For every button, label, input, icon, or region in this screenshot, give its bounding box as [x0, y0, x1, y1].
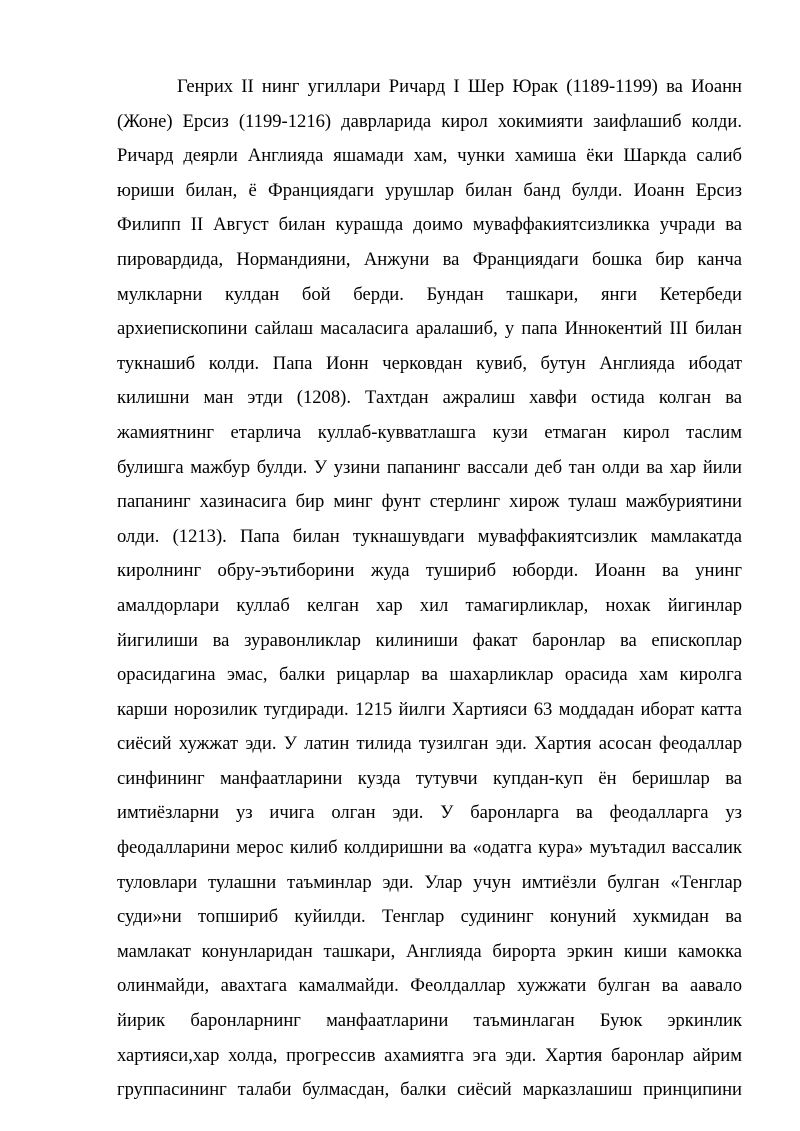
text-line: Генрих II нинг угиллари Ричард I Шер Юрак (1189-1199) ва Иоанн: [177, 76, 742, 97]
text-line: йирик баронларнинг манфаатларини таъминлаган Буюк эркинлик: [117, 1010, 742, 1032]
text-line: тукнашиб колди. Папа Ионн черковдан кувиб, бутун Англияда ибодат: [117, 352, 742, 374]
text-line: карши норозилик тугдиради. 1215 йилги Хартияси 63 моддадан иборат катта: [117, 698, 742, 720]
text-line: (Жоне) Ерсиз (1199-1216) даврларида кирол хокимияти заифлашиб колди.: [117, 110, 742, 132]
text-line: архиепископини сайлаш масаласига аралашиб, у папа Иннокентий III билан: [117, 318, 742, 340]
text-line: булишга мажбур булди. У узини папанинг вассали деб тан олди ва хар йили: [117, 456, 742, 478]
text-line: хартияси,хар холда, прогрессив ахамиятга эга эди. Хартия баронлар айрим: [117, 1044, 742, 1066]
text-line: папанинг хазинасига бир минг фунт стерлинг хирож тулаш мажбуриятини: [117, 491, 742, 513]
text-line: амалдорлари куллаб келган хар хил тамагирликлар, нохак йигинлар: [117, 594, 742, 616]
text-line: сиёсий хужжат эди. У латин тилида тузилган эди. Хартия асосан феодаллар: [117, 733, 742, 755]
text-line: мамлакат конунларидан ташкари, Англияда бирорта эркин киши камокка: [117, 940, 742, 962]
text-line: Филипп II Август билан курашда доимо муваффакиятсизликка учради ва: [117, 214, 742, 236]
text-line: жамиятнинг етарлича куллаб-кувватлашга кузи етмаган кирол таслим: [117, 421, 742, 443]
document-text: [117, 70, 742, 1108]
text-line: туловлари тулашни таъминлар эди. Улар учун имтиёзли булган «Тенглар: [117, 871, 742, 893]
text-line: суди»ни топшириб куйилди. Тенглар судининг конуний хукмидан ва: [117, 906, 742, 928]
text-line: олинмайди, авахтага камалмайди. Феолдаллар хужжати булган ва аавало: [117, 975, 742, 997]
text-line: йигилиши ва зуравонликлар килиниши факат баронлар ва епископлар: [117, 629, 742, 651]
text-line: группасининг талаби булмасдан, балки сиёсий марказлашиш принципини: [117, 1079, 742, 1101]
text-line: пировардида, Нормандияни, Анжуни ва Франциядаги бошка бир канча: [117, 248, 742, 270]
text-line: синфининг манфаатларини кузда тутувчи купдан-куп ён беришлар ва: [117, 767, 742, 789]
text-line: юриши билан, ё Франциядаги урушлар билан банд булди. Иоанн Ерсиз: [117, 179, 742, 201]
text-line: килишни ман этди (1208). Тахтдан ажралиш хавфи остида колган ва: [117, 387, 742, 409]
text-line: имтиёзларни уз ичига олган эди. У баронларга ва феодалларга уз: [117, 802, 742, 824]
text-line: орасидагина эмас, балки рицарлар ва шахарликлар орасида хам киролга: [117, 664, 742, 686]
text-line: мулкларни кулдан бой берди. Бундан ташкари, янги Кетербеди: [117, 283, 742, 305]
text-line: Ричард деярли Англияда яшамади хам, чунки хамиша ёки Шаркда салиб: [117, 145, 742, 167]
text-line: феодалларини мерос килиб колдиришни ва «одатга кура» муътадил вассалик: [117, 837, 742, 859]
text-line: киролнинг обру-эътиборини жуда тушириб юборди. Иоанн ва унинг: [117, 560, 742, 582]
text-line: олди. (1213). Папа билан тукнашувдаги муваффакиятсизлик мамлакатда: [117, 525, 742, 547]
